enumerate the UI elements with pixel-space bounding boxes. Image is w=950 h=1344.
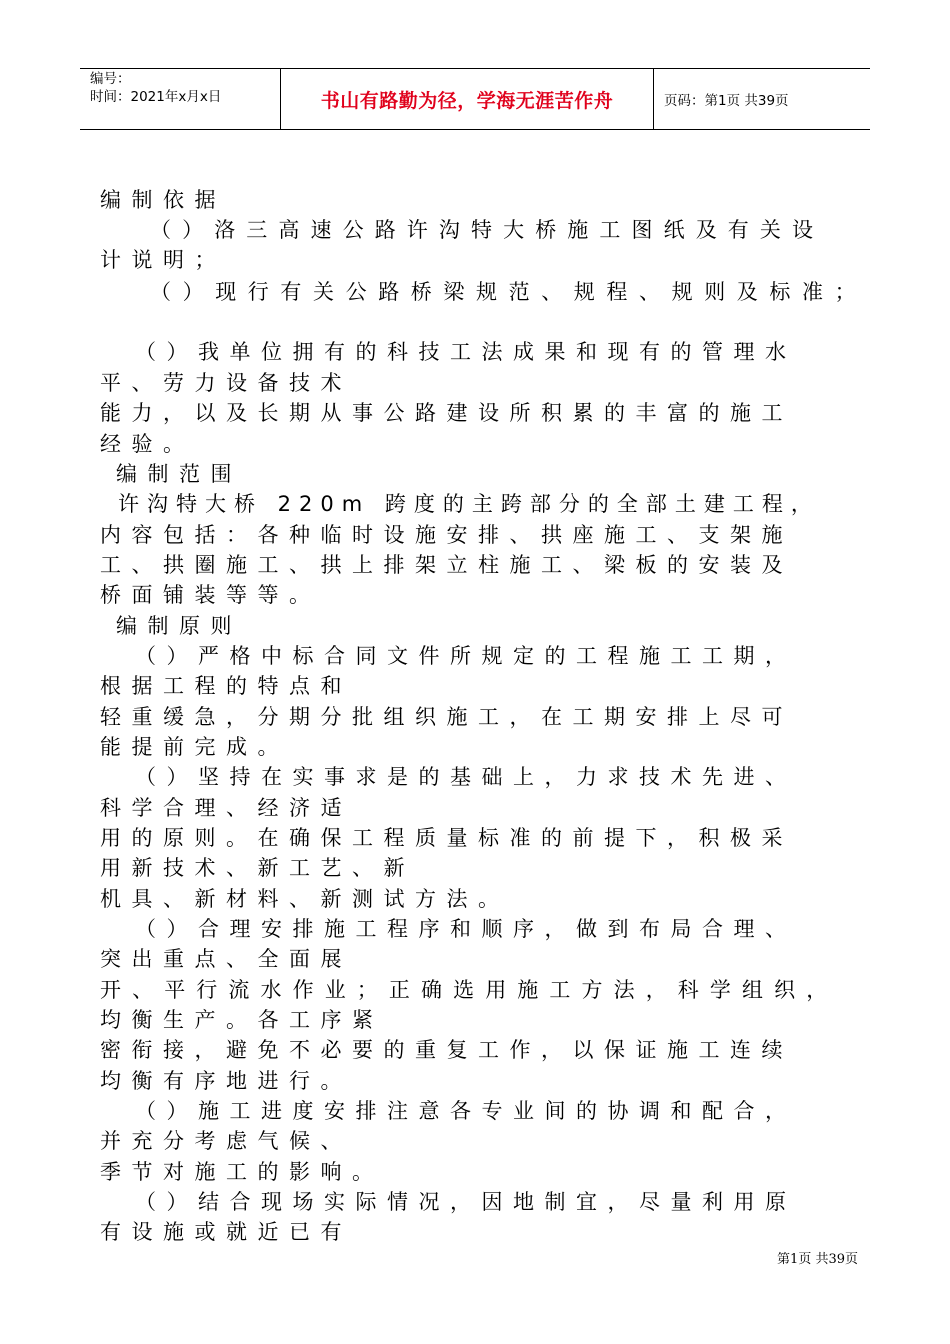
body-line: （）合理安排施工程序和顺序，做到布局合理、 — [135, 917, 797, 941]
body-line: 用新技术、新工艺、新 — [100, 856, 415, 880]
body-line: （）洛三高速公路许沟特大桥施工图纸及有关设 — [150, 218, 825, 242]
body-line: 内容包括：各种临时设施安排、拱座施工、支架施 — [100, 523, 793, 547]
body-line: 能提前完成。 — [100, 735, 289, 759]
body-line: 能力，以及长期从事公路建设所积累的丰富的施工 — [100, 401, 793, 425]
body-line: 机具、新材料、新测试方法。 — [100, 887, 510, 911]
body-line: 均衡有序地进行。 — [100, 1069, 352, 1093]
body-line: 用的原则。在确保工程质量标准的前提下，积极采 — [100, 826, 793, 850]
heading-basis: 编制依据 — [100, 188, 226, 212]
body-line: 计说明； — [100, 248, 226, 272]
document-time-label: 时间：2021年x月x日 — [90, 89, 222, 105]
document-number-label: 编号： — [90, 71, 131, 87]
body-line: 季节对施工的影响。 — [100, 1160, 384, 1184]
body-line: 许沟特大桥 220m 跨度的主跨部分的全部土建工程， — [118, 492, 820, 516]
page-header — [80, 68, 870, 130]
body-line: 经验。 — [100, 432, 195, 456]
body-line: 有设施或就近已有 — [100, 1220, 352, 1244]
page-footer: 第1页 共39页 — [777, 1252, 858, 1267]
motto-text: 书山有路勤为径，学海无涯苦作舟 — [320, 89, 614, 112]
body-line: 工、拱圈施工、拱上排架立柱施工、梁板的安装及 — [100, 553, 793, 577]
body-line: 均衡生产。各工序紧 — [100, 1008, 384, 1032]
body-line: 开、平行流水作业；正确选用施工方法，科学组织， — [100, 978, 839, 1002]
body-line: 轻重缓急，分期分批组织施工，在工期安排上尽可 — [100, 705, 793, 729]
header-page-info — [654, 69, 870, 129]
body-line: （）结合现场实际情况，因地制宜，尽量利用原 — [135, 1190, 797, 1214]
body-line: 并充分考虑气候、 — [100, 1129, 352, 1153]
body-line: （）坚持在实事求是的基础上，力求技术先进、 — [135, 765, 797, 789]
body-line: 根据工程的特点和 — [100, 674, 352, 698]
body-line: 密衔接，避免不必要的重复工作，以保证施工连续 — [100, 1038, 793, 1062]
heading-scope: 编制范围 — [116, 462, 242, 486]
body-line: 桥面铺装等等。 — [100, 583, 321, 607]
body-line: （）严格中标合同文件所规定的工程施工工期， — [135, 644, 797, 668]
body-line: 突出重点、全面展 — [100, 947, 352, 971]
heading-principles: 编制原则 — [116, 614, 242, 638]
body-line: 科学合理、经济适 — [100, 796, 352, 820]
body-line: （）我单位拥有的科技工法成果和现有的管理水 — [135, 340, 797, 364]
header-motto — [281, 69, 654, 129]
body-line: （）现行有关公路桥梁规范、规程、规则及标准； — [150, 280, 868, 304]
header-meta — [80, 69, 281, 129]
body-line: 平、劳力设备技术 — [100, 371, 352, 395]
header-page-number: 页码：第1页 共39页 — [664, 93, 789, 109]
body-line: （）施工进度安排注意各专业间的协调和配合， — [135, 1099, 797, 1123]
